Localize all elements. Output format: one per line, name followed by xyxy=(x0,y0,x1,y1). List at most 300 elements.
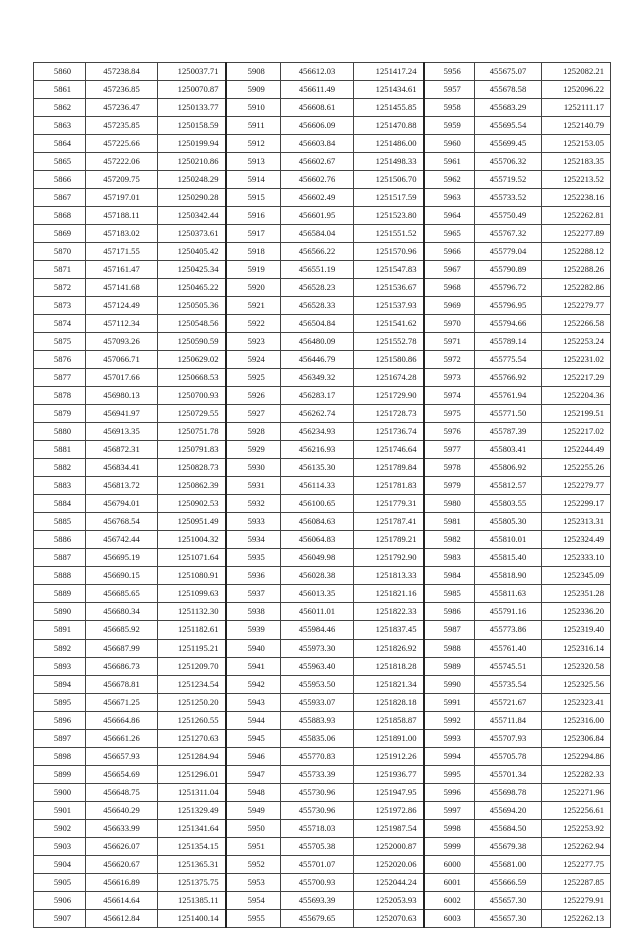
x-coordinate-cell: 456685.92 xyxy=(86,621,158,639)
y-coordinate-cell: 1251260.55 xyxy=(158,711,226,729)
point-number-cell: 5895 xyxy=(34,693,86,711)
x-coordinate-cell: 456695.19 xyxy=(86,549,158,567)
table-row xyxy=(34,693,611,711)
point-number-cell: 5940 xyxy=(226,639,281,657)
point-number-cell: 5893 xyxy=(34,657,86,675)
y-coordinate-cell: 1252277.89 xyxy=(542,225,611,243)
x-coordinate-cell: 456616.89 xyxy=(86,873,158,891)
point-number-cell: 5968 xyxy=(424,279,475,297)
point-number-cell: 5959 xyxy=(424,117,475,135)
x-coordinate-cell: 456661.26 xyxy=(86,729,158,747)
x-coordinate-cell: 455791.16 xyxy=(475,603,542,621)
x-coordinate-cell: 455953.50 xyxy=(281,675,354,693)
table-row xyxy=(34,477,611,495)
point-number-cell: 5879 xyxy=(34,405,86,423)
x-coordinate-cell: 455787.39 xyxy=(475,423,542,441)
x-coordinate-cell: 455684.50 xyxy=(475,819,542,837)
x-coordinate-cell: 456602.49 xyxy=(281,189,354,207)
y-coordinate-cell: 1251296.01 xyxy=(158,765,226,783)
y-coordinate-cell: 1250405.42 xyxy=(158,243,226,261)
y-coordinate-cell: 1251789.21 xyxy=(354,531,424,549)
y-coordinate-cell: 1251080.91 xyxy=(158,567,226,585)
x-coordinate-cell: 456687.99 xyxy=(86,639,158,657)
table-row xyxy=(34,585,611,603)
table-row xyxy=(34,603,611,621)
y-coordinate-cell: 1251498.33 xyxy=(354,153,424,171)
point-number-cell: 5885 xyxy=(34,513,86,531)
y-coordinate-cell: 1251541.62 xyxy=(354,315,424,333)
point-number-cell: 5869 xyxy=(34,225,86,243)
table-row xyxy=(34,369,611,387)
x-coordinate-cell: 455796.95 xyxy=(475,297,542,315)
point-number-cell: 5979 xyxy=(424,477,475,495)
x-coordinate-cell: 455770.83 xyxy=(281,747,354,765)
x-coordinate-cell: 455766.92 xyxy=(475,369,542,387)
point-number-cell: 5905 xyxy=(34,873,86,891)
point-number-cell: 5932 xyxy=(226,495,281,513)
y-coordinate-cell: 1252255.26 xyxy=(542,459,611,477)
x-coordinate-cell: 456612.84 xyxy=(86,909,158,927)
y-coordinate-cell: 1251455.85 xyxy=(354,99,424,117)
point-number-cell: 5977 xyxy=(424,441,475,459)
point-number-cell: 5906 xyxy=(34,891,86,909)
x-coordinate-cell: 455705.78 xyxy=(475,747,542,765)
point-number-cell: 6000 xyxy=(424,855,475,873)
x-coordinate-cell: 456980.13 xyxy=(86,387,158,405)
point-number-cell: 5999 xyxy=(424,837,475,855)
x-coordinate-cell: 455706.32 xyxy=(475,153,542,171)
x-coordinate-cell: 455789.14 xyxy=(475,333,542,351)
y-coordinate-cell: 1252266.58 xyxy=(542,315,611,333)
x-coordinate-cell: 455973.30 xyxy=(281,639,354,657)
table-row xyxy=(34,207,611,225)
x-coordinate-cell: 455733.52 xyxy=(475,189,542,207)
point-number-cell: 5974 xyxy=(424,387,475,405)
y-coordinate-cell: 1251972.86 xyxy=(354,801,424,819)
y-coordinate-cell: 1250629.02 xyxy=(158,351,226,369)
point-number-cell: 5866 xyxy=(34,171,86,189)
x-coordinate-cell: 455761.40 xyxy=(475,639,542,657)
y-coordinate-cell: 1251470.88 xyxy=(354,117,424,135)
x-coordinate-cell: 456528.23 xyxy=(281,279,354,297)
y-coordinate-cell: 1252256.61 xyxy=(542,801,611,819)
x-coordinate-cell: 455835.06 xyxy=(281,729,354,747)
point-number-cell: 5971 xyxy=(424,333,475,351)
y-coordinate-cell: 1252288.12 xyxy=(542,243,611,261)
y-coordinate-cell: 1251537.93 xyxy=(354,297,424,315)
x-coordinate-cell: 457225.66 xyxy=(86,135,158,153)
x-coordinate-cell: 456551.19 xyxy=(281,261,354,279)
point-number-cell: 5891 xyxy=(34,621,86,639)
y-coordinate-cell: 1250902.53 xyxy=(158,495,226,513)
point-number-cell: 5915 xyxy=(226,189,281,207)
y-coordinate-cell: 1250210.86 xyxy=(158,153,226,171)
y-coordinate-cell: 1252096.22 xyxy=(542,81,611,99)
y-coordinate-cell: 1252000.87 xyxy=(354,837,424,855)
y-coordinate-cell: 1251821.34 xyxy=(354,675,424,693)
x-coordinate-cell: 456584.04 xyxy=(281,225,354,243)
point-number-cell: 5973 xyxy=(424,369,475,387)
point-number-cell: 5992 xyxy=(424,711,475,729)
x-coordinate-cell: 456654.69 xyxy=(86,765,158,783)
y-coordinate-cell: 1252183.35 xyxy=(542,153,611,171)
y-coordinate-cell: 1251746.64 xyxy=(354,441,424,459)
x-coordinate-cell: 457236.47 xyxy=(86,99,158,117)
point-number-cell: 5975 xyxy=(424,405,475,423)
point-number-cell: 5989 xyxy=(424,657,475,675)
y-coordinate-cell: 1251517.59 xyxy=(354,189,424,207)
y-coordinate-cell: 1250791.83 xyxy=(158,441,226,459)
y-coordinate-cell: 1251570.96 xyxy=(354,243,424,261)
y-coordinate-cell: 1251365.31 xyxy=(158,855,226,873)
y-coordinate-cell: 1250290.28 xyxy=(158,189,226,207)
y-coordinate-cell: 1250133.77 xyxy=(158,99,226,117)
y-coordinate-cell: 1252313.31 xyxy=(542,513,611,531)
y-coordinate-cell: 1252111.17 xyxy=(542,99,611,117)
point-number-cell: 5988 xyxy=(424,639,475,657)
y-coordinate-cell: 1251822.33 xyxy=(354,603,424,621)
x-coordinate-cell: 455812.57 xyxy=(475,477,542,495)
point-number-cell: 5938 xyxy=(226,603,281,621)
table-row xyxy=(34,513,611,531)
y-coordinate-cell: 1252199.51 xyxy=(542,405,611,423)
y-coordinate-cell: 1251826.92 xyxy=(354,639,424,657)
x-coordinate-cell: 456686.73 xyxy=(86,657,158,675)
point-number-cell: 5918 xyxy=(226,243,281,261)
y-coordinate-cell: 1250862.39 xyxy=(158,477,226,495)
x-coordinate-cell: 456084.63 xyxy=(281,513,354,531)
x-coordinate-cell: 456611.49 xyxy=(281,81,354,99)
x-coordinate-cell: 456566.22 xyxy=(281,243,354,261)
y-coordinate-cell: 1250828.73 xyxy=(158,459,226,477)
point-number-cell: 5886 xyxy=(34,531,86,549)
y-coordinate-cell: 1251547.83 xyxy=(354,261,424,279)
x-coordinate-cell: 456100.65 xyxy=(281,495,354,513)
x-coordinate-cell: 456794.01 xyxy=(86,495,158,513)
x-coordinate-cell: 455666.59 xyxy=(475,873,542,891)
table-row xyxy=(34,405,611,423)
y-coordinate-cell: 1251736.74 xyxy=(354,423,424,441)
point-number-cell: 5928 xyxy=(226,423,281,441)
point-number-cell: 5875 xyxy=(34,333,86,351)
x-coordinate-cell: 455806.92 xyxy=(475,459,542,477)
x-coordinate-cell: 455984.46 xyxy=(281,621,354,639)
x-coordinate-cell: 455721.67 xyxy=(475,693,542,711)
y-coordinate-cell: 1251536.67 xyxy=(354,279,424,297)
x-coordinate-cell: 455675.07 xyxy=(475,63,542,81)
table-row xyxy=(34,225,611,243)
point-number-cell: 5990 xyxy=(424,675,475,693)
y-coordinate-cell: 1251209.70 xyxy=(158,657,226,675)
x-coordinate-cell: 455730.96 xyxy=(281,783,354,801)
x-coordinate-cell: 457209.75 xyxy=(86,171,158,189)
x-coordinate-cell: 455705.38 xyxy=(281,837,354,855)
y-coordinate-cell: 1252299.17 xyxy=(542,495,611,513)
y-coordinate-cell: 1252277.75 xyxy=(542,855,611,873)
y-coordinate-cell: 1252253.24 xyxy=(542,333,611,351)
point-number-cell: 5937 xyxy=(226,585,281,603)
table-row xyxy=(34,549,611,567)
y-coordinate-cell: 1251552.78 xyxy=(354,333,424,351)
point-number-cell: 5967 xyxy=(424,261,475,279)
x-coordinate-cell: 456608.61 xyxy=(281,99,354,117)
x-coordinate-cell: 457161.47 xyxy=(86,261,158,279)
x-coordinate-cell: 456620.67 xyxy=(86,855,158,873)
x-coordinate-cell: 455657.30 xyxy=(475,909,542,927)
x-coordinate-cell: 457235.85 xyxy=(86,117,158,135)
x-coordinate-cell: 457112.34 xyxy=(86,315,158,333)
y-coordinate-cell: 1251071.64 xyxy=(158,549,226,567)
x-coordinate-cell: 455796.72 xyxy=(475,279,542,297)
point-number-cell: 5962 xyxy=(424,171,475,189)
x-coordinate-cell: 456768.54 xyxy=(86,513,158,531)
y-coordinate-cell: 1252262.94 xyxy=(542,837,611,855)
point-number-cell: 5897 xyxy=(34,729,86,747)
x-coordinate-cell: 456872.31 xyxy=(86,441,158,459)
x-coordinate-cell: 456011.01 xyxy=(281,603,354,621)
point-number-cell: 5882 xyxy=(34,459,86,477)
x-coordinate-cell: 457124.49 xyxy=(86,297,158,315)
x-coordinate-cell: 455818.90 xyxy=(475,567,542,585)
table-row xyxy=(34,81,611,99)
x-coordinate-cell: 456603.84 xyxy=(281,135,354,153)
point-number-cell: 5929 xyxy=(226,441,281,459)
point-number-cell: 5978 xyxy=(424,459,475,477)
y-coordinate-cell: 1251132.30 xyxy=(158,603,226,621)
point-number-cell: 5888 xyxy=(34,567,86,585)
point-number-cell: 5942 xyxy=(226,675,281,693)
x-coordinate-cell: 456664.86 xyxy=(86,711,158,729)
point-number-cell: 5894 xyxy=(34,675,86,693)
x-coordinate-cell: 456913.35 xyxy=(86,423,158,441)
point-number-cell: 5887 xyxy=(34,549,86,567)
y-coordinate-cell: 1251728.73 xyxy=(354,405,424,423)
point-number-cell: 5860 xyxy=(34,63,86,81)
table-row xyxy=(34,837,611,855)
x-coordinate-cell: 456612.03 xyxy=(281,63,354,81)
point-number-cell: 5881 xyxy=(34,441,86,459)
y-coordinate-cell: 1252238.16 xyxy=(542,189,611,207)
y-coordinate-cell: 1250465.22 xyxy=(158,279,226,297)
point-number-cell: 5862 xyxy=(34,99,86,117)
point-number-cell: 5955 xyxy=(226,909,281,927)
point-number-cell: 5933 xyxy=(226,513,281,531)
y-coordinate-cell: 1251234.54 xyxy=(158,675,226,693)
point-number-cell: 5972 xyxy=(424,351,475,369)
y-coordinate-cell: 1251195.21 xyxy=(158,639,226,657)
x-coordinate-cell: 455761.94 xyxy=(475,387,542,405)
point-number-cell: 5900 xyxy=(34,783,86,801)
y-coordinate-cell: 1251250.20 xyxy=(158,693,226,711)
point-number-cell: 5983 xyxy=(424,549,475,567)
point-number-cell: 5961 xyxy=(424,153,475,171)
x-coordinate-cell: 455719.52 xyxy=(475,171,542,189)
x-coordinate-cell: 456633.99 xyxy=(86,819,158,837)
y-coordinate-cell: 1252217.29 xyxy=(542,369,611,387)
point-number-cell: 5924 xyxy=(226,351,281,369)
point-number-cell: 5892 xyxy=(34,639,86,657)
y-coordinate-cell: 1251858.87 xyxy=(354,711,424,729)
point-number-cell: 5991 xyxy=(424,693,475,711)
point-number-cell: 5910 xyxy=(226,99,281,117)
point-number-cell: 5960 xyxy=(424,135,475,153)
point-number-cell: 5970 xyxy=(424,315,475,333)
x-coordinate-cell: 456813.72 xyxy=(86,477,158,495)
x-coordinate-cell: 456834.41 xyxy=(86,459,158,477)
point-number-cell: 5908 xyxy=(226,63,281,81)
x-coordinate-cell: 456216.93 xyxy=(281,441,354,459)
x-coordinate-cell: 455683.29 xyxy=(475,99,542,117)
x-coordinate-cell: 456028.38 xyxy=(281,567,354,585)
y-coordinate-cell: 1252333.10 xyxy=(542,549,611,567)
point-number-cell: 5925 xyxy=(226,369,281,387)
x-coordinate-cell: 455679.65 xyxy=(281,909,354,927)
y-coordinate-cell: 1251792.90 xyxy=(354,549,424,567)
y-coordinate-cell: 1251947.95 xyxy=(354,783,424,801)
table-row xyxy=(34,441,611,459)
y-coordinate-cell: 1251936.77 xyxy=(354,765,424,783)
x-coordinate-cell: 455745.51 xyxy=(475,657,542,675)
table-row xyxy=(34,531,611,549)
point-number-cell: 5950 xyxy=(226,819,281,837)
x-coordinate-cell: 456601.95 xyxy=(281,207,354,225)
point-number-cell: 5998 xyxy=(424,819,475,837)
point-number-cell: 5880 xyxy=(34,423,86,441)
y-coordinate-cell: 1251486.00 xyxy=(354,135,424,153)
y-coordinate-cell: 1250729.55 xyxy=(158,405,226,423)
y-coordinate-cell: 1251729.90 xyxy=(354,387,424,405)
y-coordinate-cell: 1252319.40 xyxy=(542,621,611,639)
point-number-cell: 5865 xyxy=(34,153,86,171)
y-coordinate-cell: 1252306.84 xyxy=(542,729,611,747)
point-number-cell: 5946 xyxy=(226,747,281,765)
point-number-cell: 5976 xyxy=(424,423,475,441)
point-number-cell: 5953 xyxy=(226,873,281,891)
x-coordinate-cell: 456504.84 xyxy=(281,315,354,333)
point-number-cell: 5902 xyxy=(34,819,86,837)
y-coordinate-cell: 1251375.75 xyxy=(158,873,226,891)
x-coordinate-cell: 456602.67 xyxy=(281,153,354,171)
y-coordinate-cell: 1251987.54 xyxy=(354,819,424,837)
x-coordinate-cell: 455711.84 xyxy=(475,711,542,729)
y-coordinate-cell: 1252153.05 xyxy=(542,135,611,153)
table-row xyxy=(34,459,611,477)
table-row xyxy=(34,189,611,207)
point-number-cell: 5889 xyxy=(34,585,86,603)
point-number-cell: 5956 xyxy=(424,63,475,81)
point-number-cell: 5936 xyxy=(226,567,281,585)
y-coordinate-cell: 1250037.71 xyxy=(158,63,226,81)
y-coordinate-cell: 1251400.14 xyxy=(158,909,226,927)
x-coordinate-cell: 455701.07 xyxy=(281,855,354,873)
point-number-cell: 5868 xyxy=(34,207,86,225)
point-number-cell: 5964 xyxy=(424,207,475,225)
x-coordinate-cell: 457171.55 xyxy=(86,243,158,261)
x-coordinate-cell: 456049.98 xyxy=(281,549,354,567)
y-coordinate-cell: 1250548.56 xyxy=(158,315,226,333)
y-coordinate-cell: 1252020.06 xyxy=(354,855,424,873)
y-coordinate-cell: 1251837.45 xyxy=(354,621,424,639)
y-coordinate-cell: 1250590.59 xyxy=(158,333,226,351)
point-number-cell: 5997 xyxy=(424,801,475,819)
x-coordinate-cell: 457238.84 xyxy=(86,63,158,81)
point-number-cell: 5874 xyxy=(34,315,86,333)
y-coordinate-cell: 1251417.24 xyxy=(354,63,424,81)
y-coordinate-cell: 1252262.81 xyxy=(542,207,611,225)
x-coordinate-cell: 456349.32 xyxy=(281,369,354,387)
point-number-cell: 5870 xyxy=(34,243,86,261)
table-row xyxy=(34,261,611,279)
table-row xyxy=(34,243,611,261)
x-coordinate-cell: 455811.63 xyxy=(475,585,542,603)
y-coordinate-cell: 1251779.31 xyxy=(354,495,424,513)
table-row xyxy=(34,279,611,297)
y-coordinate-cell: 1250199.94 xyxy=(158,135,226,153)
y-coordinate-cell: 1251329.49 xyxy=(158,801,226,819)
point-number-cell: 5876 xyxy=(34,351,86,369)
point-number-cell: 5864 xyxy=(34,135,86,153)
point-number-cell: 5930 xyxy=(226,459,281,477)
y-coordinate-cell: 1252213.52 xyxy=(542,171,611,189)
x-coordinate-cell: 455693.39 xyxy=(281,891,354,909)
y-coordinate-cell: 1252271.96 xyxy=(542,783,611,801)
point-number-cell: 6002 xyxy=(424,891,475,909)
point-number-cell: 5986 xyxy=(424,603,475,621)
y-coordinate-cell: 1251828.18 xyxy=(354,693,424,711)
x-coordinate-cell: 456528.33 xyxy=(281,297,354,315)
y-coordinate-cell: 1251789.84 xyxy=(354,459,424,477)
x-coordinate-cell: 455681.00 xyxy=(475,855,542,873)
point-number-cell: 5916 xyxy=(226,207,281,225)
point-number-cell: 5896 xyxy=(34,711,86,729)
table-row xyxy=(34,387,611,405)
x-coordinate-cell: 455657.30 xyxy=(475,891,542,909)
y-coordinate-cell: 1251580.86 xyxy=(354,351,424,369)
y-coordinate-cell: 1250700.93 xyxy=(158,387,226,405)
y-coordinate-cell: 1252316.14 xyxy=(542,639,611,657)
point-number-cell: 5947 xyxy=(226,765,281,783)
table-row xyxy=(34,675,611,693)
point-number-cell: 5917 xyxy=(226,225,281,243)
point-number-cell: 5861 xyxy=(34,81,86,99)
y-coordinate-cell: 1250668.53 xyxy=(158,369,226,387)
x-coordinate-cell: 457236.85 xyxy=(86,81,158,99)
table-row xyxy=(34,153,611,171)
y-coordinate-cell: 1252288.26 xyxy=(542,261,611,279)
point-number-cell: 5872 xyxy=(34,279,86,297)
x-coordinate-cell: 457093.26 xyxy=(86,333,158,351)
point-number-cell: 5898 xyxy=(34,747,86,765)
table-row xyxy=(34,63,611,81)
table-row xyxy=(34,99,611,117)
x-coordinate-cell: 456671.25 xyxy=(86,693,158,711)
table-row xyxy=(34,909,611,927)
point-number-cell: 5873 xyxy=(34,297,86,315)
table-row xyxy=(34,819,611,837)
y-coordinate-cell: 1250951.49 xyxy=(158,513,226,531)
x-coordinate-cell: 456446.79 xyxy=(281,351,354,369)
point-number-cell: 5994 xyxy=(424,747,475,765)
y-coordinate-cell: 1251506.70 xyxy=(354,171,424,189)
y-coordinate-cell: 1251099.63 xyxy=(158,585,226,603)
x-coordinate-cell: 455698.78 xyxy=(475,783,542,801)
point-number-cell: 5948 xyxy=(226,783,281,801)
x-coordinate-cell: 455679.38 xyxy=(475,837,542,855)
x-coordinate-cell: 455790.89 xyxy=(475,261,542,279)
point-number-cell: 5890 xyxy=(34,603,86,621)
y-coordinate-cell: 1252279.77 xyxy=(542,477,611,495)
y-coordinate-cell: 1252231.02 xyxy=(542,351,611,369)
